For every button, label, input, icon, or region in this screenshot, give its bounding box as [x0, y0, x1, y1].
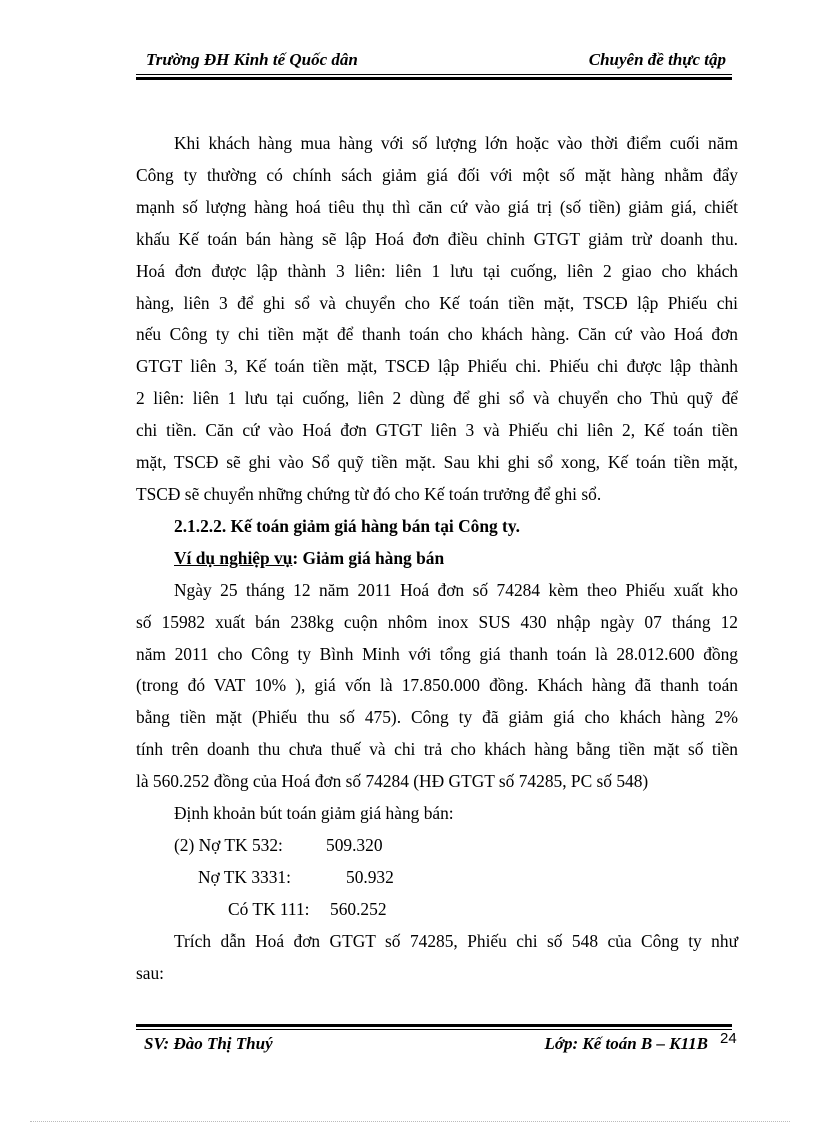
text-line: GTGT liên 3, Kế toán tiền mặt, TSCĐ lập Phiếu chi. Phiếu chi được lập thành — [136, 356, 738, 377]
page-header — [136, 46, 732, 74]
header-rule-thick — [136, 77, 732, 80]
footer-rule-thin — [136, 1029, 732, 1030]
text-line: mạnh số lượng hàng hoá tiêu thụ thì căn cứ vào giá trị (số tiền) giảm giá, chiết — [136, 196, 738, 217]
text-line: (trong đó VAT 10% ), giá vốn là 17.850.000 đồng. Khách hàng đã thanh toán — [136, 675, 738, 696]
section-heading: 2.1.2.2. Kế toán giảm giá hàng bán tại Công ty. — [174, 515, 520, 536]
entry-account: (2) Nợ TK 532: — [174, 834, 283, 855]
header-title: Chuyên đề thực tập — [588, 50, 726, 69]
text-line: là 560.252 đồng của Hoá đơn số 74284 (HĐ GTGT số 74285, PC số 548) — [136, 771, 649, 792]
entry-amount: 560.252 — [330, 898, 387, 919]
page-number: 24 — [720, 1030, 737, 1047]
entry-account: Có TK 111: — [228, 898, 310, 919]
text-line: Ngày 25 tháng 12 năm 2011 Hoá đơn số 74284 kèm theo Phiếu xuất kho — [174, 579, 738, 600]
entry-row-debit-532 — [136, 830, 738, 862]
example-heading — [136, 543, 738, 575]
entry-row-credit-111 — [136, 894, 738, 926]
text-line: Khi khách hàng mua hàng với số lượng lớn hoặc vào thời điểm cuối năm — [174, 133, 738, 153]
text-line: năm 2011 cho Công ty Bình Minh với tổng giá thanh toán là 28.012.600 đồng — [136, 643, 738, 664]
text-line: tính trên doanh thu chưa thuế và chi trả cho khách hàng bằng tiền mặt số tiền — [136, 739, 738, 760]
journal-entry — [136, 830, 738, 926]
text-line: Trích dẫn Hoá đơn GTGT số 74285, Phiếu chi số 548 của Công ty như — [174, 930, 738, 951]
text-line: 2 liên: liên 1 lưu tại cuống, liên 2 dùng để ghi sổ và chuyển cho Thủ quỹ để — [136, 388, 738, 409]
entry-amount: 509.320 — [326, 834, 383, 855]
text-line: Công ty thường có chính sách giảm giá đối với một số mặt hàng nhằm đẩy — [136, 164, 738, 185]
header-school: Trường ĐH Kinh tế Quốc dân — [146, 50, 358, 69]
text-line: khấu Kế toán bán hàng sẽ lập Hoá đơn điều chỉnh GTGT giảm trừ doanh thu. — [136, 228, 738, 249]
text-line: hàng, liên 3 để ghi sổ và chuyển cho Kế toán tiền mặt, TSCĐ lập Phiếu chi — [136, 292, 738, 313]
text-line: chi tiền. Căn cứ vào Hoá đơn GTGT liên 3 và Phiếu chi liên 2, Kế toán tiền — [136, 420, 738, 441]
text-line: TSCĐ sẽ chuyển những chứng từ đó cho Kế toán trưởng để ghi sổ. — [136, 483, 602, 504]
entry-account: Nợ TK 3331: — [198, 866, 291, 887]
entry-row-debit-3331 — [136, 862, 738, 894]
entry-intro: Định khoản bút toán giảm giá hàng bán: — [174, 803, 454, 824]
example-label: Ví dụ nghiệp vụ — [174, 547, 293, 568]
text-line: bằng tiền mặt (Phiếu thu số 475). Công ty đã giảm giá cho khách hàng 2% — [136, 707, 738, 728]
page-edge-divider — [30, 1121, 790, 1122]
text-line: số 15982 xuất bán 238kg cuộn nhôm inox SUS 430 nhập ngày 07 tháng 12 — [136, 611, 738, 632]
page-footer — [136, 1034, 732, 1062]
text-line: sau: — [136, 962, 165, 983]
header-rule-thin — [136, 74, 732, 75]
text-line: nếu Công ty chi tiền mặt để thanh toán cho khách hàng. Căn cứ vào Hoá đơn — [136, 324, 738, 345]
footer-rule-thick — [136, 1024, 732, 1027]
text-line: mặt, TSCĐ sẽ ghi vào Sổ quỹ tiền mặt. Sau khi ghi sổ xong, Kế toán tiền mặt, — [136, 452, 738, 473]
example-title: : Giảm giá hàng bán — [292, 547, 445, 568]
text-line: Hoá đơn được lập thành 3 liên: liên 1 lưu tại cuống, liên 2 giao cho khách — [136, 260, 738, 281]
entry-amount: 50.932 — [346, 866, 394, 887]
footer-student: SV: Đào Thị Thuý — [144, 1034, 273, 1053]
footer-class: Lớp: Kế toán B – K11B — [544, 1034, 708, 1053]
document-body — [136, 128, 738, 989]
